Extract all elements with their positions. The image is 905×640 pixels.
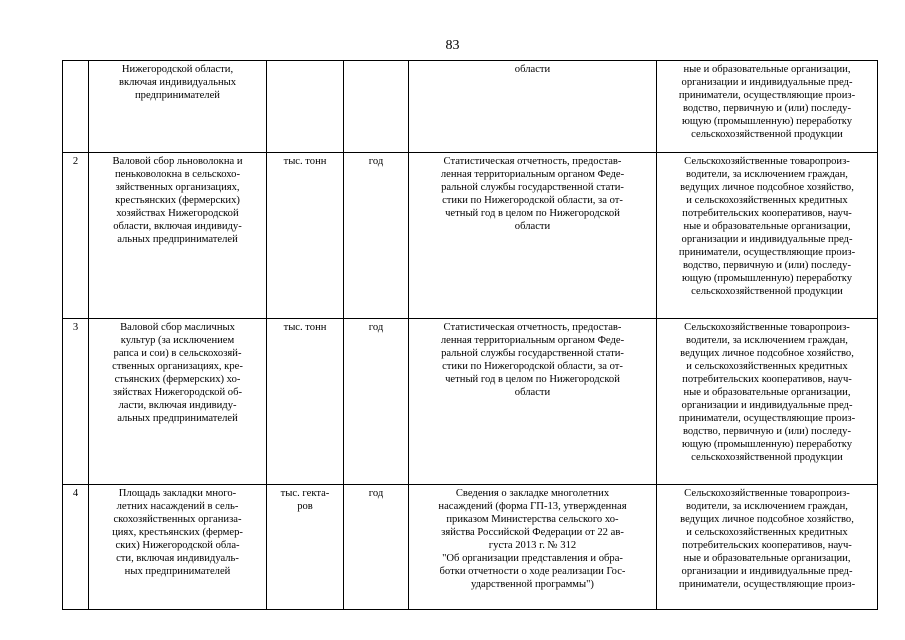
indicator-line: пеньковолокна в сельскохо-: [115, 169, 240, 180]
row-number-cell: 2: [63, 153, 89, 319]
indicator-cell: [89, 319, 267, 485]
respondents-line: организации и индивидуальные пред-: [681, 234, 853, 245]
respondents-line: потребительских кооперативов, науч-: [682, 208, 852, 219]
indicator-line: культур (за исключением: [120, 335, 235, 346]
indicator-line: зяйственных организациях,: [115, 182, 240, 193]
indicator-line: хозяйствах Нижегородской: [116, 208, 239, 219]
source-line: зяйства Российской Федерации от 22 ав-: [441, 527, 624, 538]
source-line: области: [514, 64, 551, 75]
respondents-line: приниматели, осуществляющие произ-: [678, 579, 856, 590]
indicator-cell: [89, 61, 267, 153]
source-line: ударственной программы"): [471, 579, 594, 590]
respondents-line: водство, первичную и (или) последу-: [682, 426, 851, 437]
respondents-line: ведущих личное подсобное хозяйство,: [680, 182, 854, 193]
indicator-line: циях, крестьянских (фермер-: [112, 527, 243, 538]
source-cell: [409, 153, 657, 319]
respondents-line: ющую (промышленную) переработку: [681, 116, 853, 127]
indicator-line: области, включая индивиду-: [113, 221, 242, 232]
respondents-line: Сельскохозяйственные товаропроиз-: [684, 322, 850, 333]
indicator-line: Площадь закладки много-: [118, 488, 237, 499]
source-cell: [409, 61, 657, 153]
respondents-line: водители, за исключением граждан,: [686, 501, 848, 512]
unit-cell: [267, 485, 344, 610]
indicator-line: стьянских (фермерских) хо-: [114, 374, 241, 385]
period-cell: год: [344, 153, 409, 319]
respondents-line: ведущих личное подсобное хозяйство,: [680, 514, 854, 525]
indicator-line: рапса и сои) в сельскохозяй-: [113, 348, 242, 359]
respondents-line: сельскохозяйственной продукции: [691, 286, 843, 297]
source-line: ленная территориальным органом Феде-: [440, 169, 625, 180]
unit-cell: [267, 61, 344, 153]
respondents-cell: [657, 61, 878, 153]
unit-line: тыс. тонн: [283, 322, 327, 333]
respondents-line: потребительских кооперативов, науч-: [682, 540, 852, 551]
source-line: густа 2013 г. № 312: [488, 540, 577, 551]
source-line: ральной службы государственной стати-: [441, 348, 624, 359]
respondents-line: ведущих личное подсобное хозяйство,: [680, 348, 854, 359]
respondents-line: сельскохозяйственной продукции: [691, 452, 843, 463]
indicator-line: включая индивидуальных: [118, 77, 237, 88]
source-line: ральной службы государственной стати-: [441, 182, 624, 193]
source-line: Статистическая отчетность, предостав-: [443, 322, 622, 333]
source-line: Статистическая отчетность, предостав-: [443, 156, 622, 167]
indicator-line: Валовой сбор масличных: [120, 322, 235, 333]
row-number-cell: 3: [63, 319, 89, 485]
period-cell: год: [344, 319, 409, 485]
respondents-line: Сельскохозяйственные товаропроиз-: [684, 156, 850, 167]
source-line: стики по Нижегородской области, за от-: [442, 361, 623, 372]
indicator-line: предпринимателей: [135, 90, 220, 101]
source-line: четный год в целом по Нижегородской: [445, 374, 620, 385]
respondents-line: приниматели, осуществляющие произ-: [678, 247, 856, 258]
table-row: [63, 485, 878, 610]
respondents-line: организации и индивидуальные пред-: [681, 77, 853, 88]
indicators-table: [62, 60, 878, 610]
table-row: [63, 319, 878, 485]
indicator-line: летних насаждений в сель-: [116, 501, 239, 512]
respondents-line: ные и образовательные организации,: [683, 553, 851, 564]
source-line: "Об организации представления и обра-: [442, 553, 623, 564]
respondents-line: и сельскохозяйственных кредитных: [686, 195, 848, 206]
indicator-line: альных предпринимателей: [117, 234, 238, 245]
respondents-line: водители, за исключением граждан,: [686, 335, 848, 346]
indicator-cell: [89, 485, 267, 610]
period-cell: год: [344, 485, 409, 610]
indicator-line: крестьянских (фермерских): [115, 195, 240, 206]
respondents-line: организации и индивидуальные пред-: [681, 400, 853, 411]
indicator-line: ласти, включая индивиду-: [118, 400, 237, 411]
respondents-cell: [657, 485, 878, 610]
table-row: [63, 153, 878, 319]
source-line: четный год в целом по Нижегородской: [445, 208, 620, 219]
source-line: ботки отчетности о ходе реализации Гос-: [439, 566, 626, 577]
unit-line: тыс. гекта-: [280, 488, 330, 499]
indicator-cell: [89, 153, 267, 319]
indicator-line: Нижегородской области,: [121, 64, 234, 75]
respondents-line: ющую (промышленную) переработку: [681, 273, 853, 284]
respondents-line: водство, первичную и (или) последу-: [682, 103, 851, 114]
source-line: области: [514, 221, 551, 232]
row-number-cell: 4: [63, 485, 89, 610]
respondents-line: и сельскохозяйственных кредитных: [686, 527, 848, 538]
unit-cell: [267, 319, 344, 485]
period-cell: [344, 61, 409, 153]
respondents-line: приниматели, осуществляющие произ-: [678, 90, 856, 101]
respondents-line: ные и образовательные организации,: [683, 221, 851, 232]
respondents-line: сельскохозяйственной продукции: [691, 129, 843, 140]
respondents-line: ные и образовательные организации,: [683, 387, 851, 398]
unit-line: тыс. тонн: [283, 156, 327, 167]
unit-cell: [267, 153, 344, 319]
respondents-line: водство, первичную и (или) последу-: [682, 260, 851, 271]
respondents-line: и сельскохозяйственных кредитных: [686, 361, 848, 372]
source-line: области: [514, 387, 551, 398]
indicator-line: альных предпринимателей: [117, 413, 238, 424]
respondents-cell: [657, 319, 878, 485]
respondents-line: потребительских кооперативов, науч-: [682, 374, 852, 385]
source-cell: [409, 485, 657, 610]
source-line: ленная территориальным органом Феде-: [440, 335, 625, 346]
indicator-line: ственных организациях, кре-: [112, 361, 243, 372]
respondents-line: приниматели, осуществляющие произ-: [678, 413, 856, 424]
respondents-line: водители, за исключением граждан,: [686, 169, 848, 180]
row-number-cell: [63, 61, 89, 153]
respondents-line: ющую (промышленную) переработку: [681, 439, 853, 450]
source-line: насаждений (форма ГП-13, утвержденная: [438, 501, 627, 512]
indicator-line: зяйствах Нижегородской об-: [113, 387, 242, 398]
source-line: приказом Министерства сельского хо-: [446, 514, 619, 525]
indicator-line: сти, включая индивидуаль-: [116, 553, 239, 564]
indicator-line: ских) Нижегородской обла-: [115, 540, 240, 551]
indicator-line: Валовой сбор льноволокна и: [112, 156, 243, 167]
table-row: [63, 61, 878, 153]
source-line: Сведения о закладке многолетних: [455, 488, 610, 499]
indicator-line: ных предпринимателей: [124, 566, 231, 577]
respondents-cell: [657, 153, 878, 319]
source-cell: [409, 319, 657, 485]
unit-line: ров: [297, 501, 313, 512]
respondents-line: Сельскохозяйственные товаропроиз-: [684, 488, 850, 499]
respondents-line: ные и образовательные организации,: [683, 64, 851, 75]
respondents-line: организации и индивидуальные пред-: [681, 566, 853, 577]
page-number: 83: [445, 38, 460, 53]
indicator-line: скохозяйственных организа-: [113, 514, 242, 525]
source-line: стики по Нижегородской области, за от-: [442, 195, 623, 206]
